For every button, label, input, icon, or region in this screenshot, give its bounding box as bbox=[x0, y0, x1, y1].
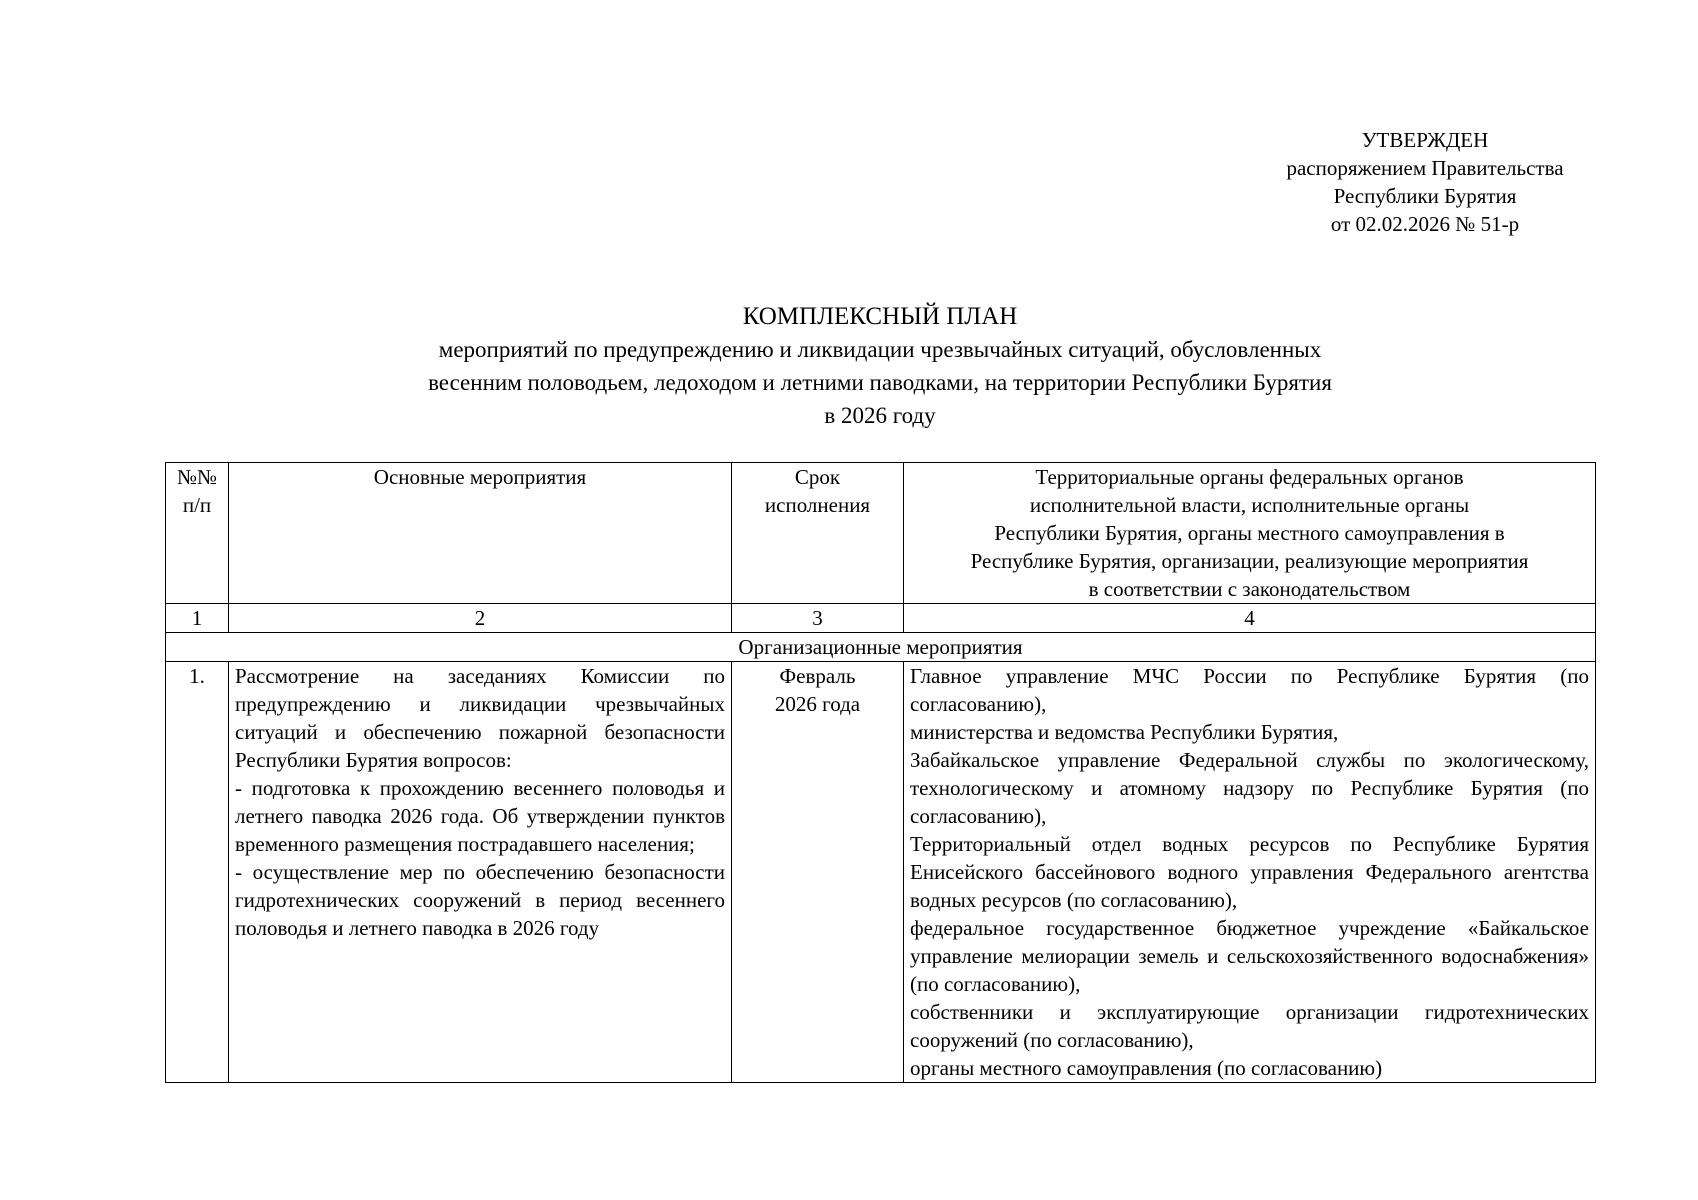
title-subtitle-line: мероприятий по предупреждению и ликвидации чрезвычайных ситуаций, обусловленных bbox=[438, 337, 1322, 362]
header-activities: Основные мероприятия bbox=[229, 463, 732, 604]
column-number: 1 bbox=[166, 604, 229, 633]
table-row bbox=[166, 662, 1596, 1083]
approval-line: от 02.02.2026 № 51-р bbox=[1330, 212, 1520, 236]
executor-item: Территориальный отдел водных ресурсов по Республике Бурятия Енисейского бассейнового водного управления Федерального агентства водных ресурсов (по согласованию), bbox=[910, 832, 1589, 912]
header-num: №№ п/п bbox=[166, 463, 229, 604]
row-executors bbox=[904, 662, 1596, 1083]
title-subtitle-line: весенним половодьем, ледоходом и летними паводками, на территории Республики Бурятия bbox=[428, 370, 1332, 395]
row-number: 1. bbox=[166, 662, 229, 1083]
section-title: Организационные мероприятия bbox=[166, 633, 1596, 662]
executor-item: Забайкальское управление Федеральной службы по экологическому, технологическому и атомному надзору по Республике Бурятия (по согласованию), bbox=[910, 748, 1589, 828]
approval-line: УТВЕРЖДЕН bbox=[1361, 128, 1489, 152]
executor-item: федеральное государственное бюджетное учреждение «Байкальское управление мелиорации земель и сельскохозяйственного водоснабжения» (по согласованию), bbox=[910, 916, 1589, 996]
executor-item: Главное управление МЧС России по Республике Бурятия (по согласованию), bbox=[910, 664, 1589, 716]
row-activity bbox=[229, 662, 732, 1083]
table-header-row bbox=[166, 463, 1596, 604]
approval-block bbox=[1245, 126, 1605, 238]
column-number: 4 bbox=[904, 604, 1596, 633]
column-number: 2 bbox=[229, 604, 732, 633]
title-subtitle-line: в 2026 году bbox=[824, 403, 936, 428]
header-deadline: Срок исполнения bbox=[732, 463, 904, 604]
activity-item: - подготовка к прохождению весеннего половодья и летнего паводка 2026 года. Об утверждении пунктов временного размещения пострадавшего населения; bbox=[235, 776, 725, 856]
activity-item: - осуществление мер по обеспечению безопасности гидротехнических сооружений в период весеннего половодья и летнего паводка в 2026 году bbox=[235, 860, 725, 940]
approval-line: распоряжением Правительства bbox=[1286, 156, 1564, 180]
activity-text: Рассмотрение на заседаниях Комиссии по предупреждению и ликвидации чрезвычайных ситуаций и обеспечению пожарной безопасности Республики Бурятия вопросов: bbox=[235, 664, 725, 772]
column-number: 3 bbox=[732, 604, 904, 633]
row-deadline: Февраль 2026 года bbox=[732, 662, 904, 1083]
section-row bbox=[166, 633, 1596, 662]
header-executors: Территориальные органы федеральных органов исполнительной власти, исполнительные органы Республики Бурятия, органы местного самоуправления в Республике Бурятия, организации, реализующие мероприятия в соответствии с законодательством bbox=[904, 463, 1596, 604]
executor-item: министерства и ведомства Республики Бурятия, bbox=[910, 720, 1339, 744]
executor-item: собственники и эксплуатирующие организации гидротехнических сооружений (по согласованию), bbox=[910, 1000, 1589, 1052]
executor-item: органы местного самоуправления (по согласованию) bbox=[910, 1056, 1383, 1080]
approval-line: Республики Бурятия bbox=[1333, 184, 1517, 208]
plan-table bbox=[165, 462, 1596, 1083]
document-title bbox=[170, 300, 1590, 432]
title-main: КОМПЛЕКСНЫЙ ПЛАН bbox=[742, 303, 1018, 330]
column-number-row bbox=[166, 604, 1596, 633]
